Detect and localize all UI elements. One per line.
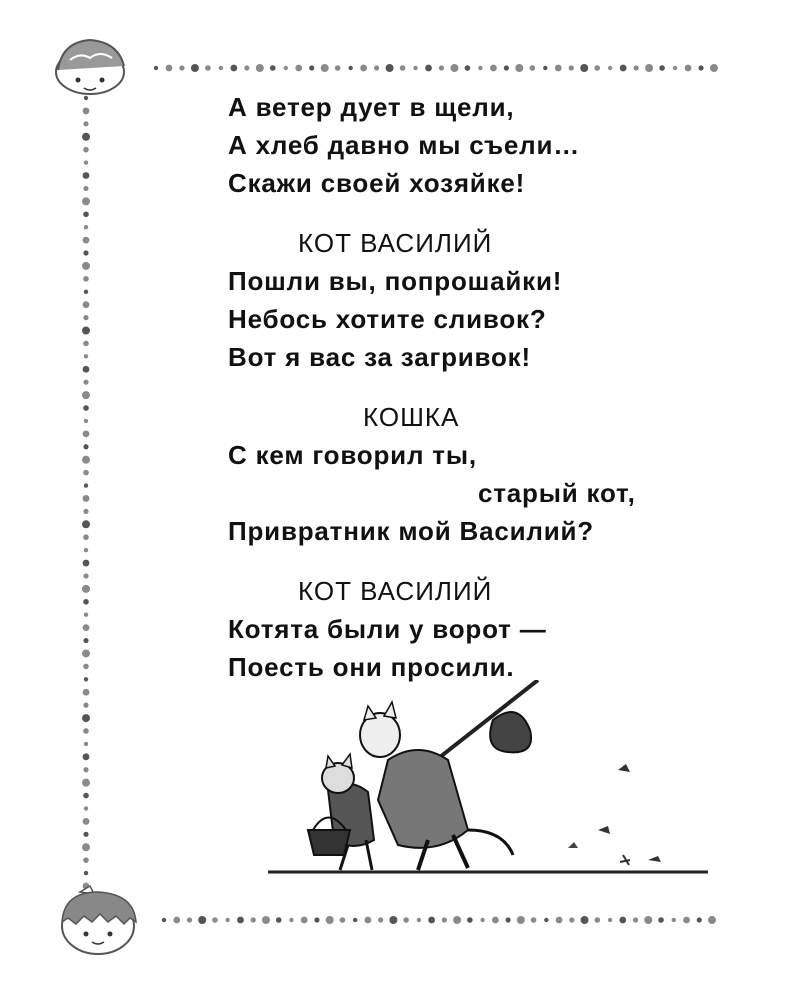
border-dot: [83, 380, 88, 385]
border-dot: [82, 585, 90, 593]
border-dot: [83, 172, 90, 179]
border-dot: [82, 714, 90, 722]
border-dot: [309, 65, 314, 70]
border-dot: [83, 638, 88, 643]
border-dot: [374, 65, 379, 70]
border-dot: [84, 677, 88, 681]
border-dot: [83, 186, 88, 191]
border-dot: [154, 66, 158, 70]
border-dot: [84, 613, 88, 617]
top-dotted-border: [150, 58, 720, 78]
border-dot: [326, 916, 334, 924]
border-dot: [467, 917, 473, 923]
border-dot: [697, 917, 702, 922]
poem-line: Поесть они просили.: [228, 652, 515, 682]
border-dot: [83, 703, 88, 708]
border-dot: [569, 65, 574, 70]
border-dot: [608, 918, 612, 922]
border-dot: [301, 917, 308, 924]
border-dot: [83, 301, 90, 308]
border-dot: [439, 65, 444, 70]
border-dot: [276, 917, 282, 923]
border-dot: [321, 64, 329, 72]
border-dot: [82, 262, 90, 270]
border-dot: [84, 225, 88, 229]
border-dot: [191, 64, 199, 72]
border-dot: [83, 599, 89, 605]
border-dot: [84, 483, 88, 487]
poem-line: Привратник мой Василий?: [228, 516, 594, 546]
border-dot: [465, 65, 471, 71]
border-dot: [187, 917, 192, 922]
border-dot: [673, 66, 677, 70]
poem-line: А ветер дует в щели,: [228, 92, 515, 122]
border-dot: [569, 917, 574, 922]
border-dot: [544, 918, 548, 922]
border-dot: [237, 917, 244, 924]
border-dot: [480, 918, 484, 922]
poem-line: Небось хотите сливок?: [228, 304, 547, 334]
border-dot: [82, 133, 90, 141]
border-dot: [386, 64, 394, 72]
border-dot: [83, 430, 90, 437]
border-dot: [83, 237, 90, 244]
border-dot: [295, 65, 302, 72]
border-dot: [453, 916, 461, 924]
poem-line: Котята были у ворот —: [228, 614, 547, 644]
border-dot: [166, 65, 173, 72]
poem-line: Скажи своей хозяйке!: [228, 168, 526, 198]
border-dot: [314, 917, 319, 922]
border-dot: [82, 327, 90, 335]
border-dot: [83, 534, 89, 540]
left-dotted-border: [76, 92, 96, 892]
border-dot: [226, 918, 230, 922]
border-dot: [515, 64, 523, 72]
speaker-name: КОШКА: [363, 402, 460, 432]
border-dot: [230, 65, 237, 72]
border-dot: [580, 64, 588, 72]
border-dot: [83, 495, 90, 502]
border-dot: [608, 66, 612, 70]
border-dot: [83, 753, 90, 760]
poem-line: Пошли вы, попрошайки!: [228, 266, 563, 296]
border-dot: [360, 65, 367, 72]
border-dot: [83, 664, 89, 670]
border-dot: [82, 843, 90, 851]
border-dot: [348, 66, 352, 70]
border-dot: [556, 917, 563, 924]
border-dot: [335, 65, 341, 71]
border-dot: [83, 341, 89, 347]
border-dot: [672, 918, 676, 922]
border-dot: [83, 728, 89, 734]
border-dot: [83, 560, 90, 567]
border-dot: [82, 197, 90, 205]
border-dot: [658, 917, 664, 923]
border-dot: [83, 818, 90, 825]
border-dot: [219, 66, 223, 70]
border-dot: [425, 65, 432, 72]
border-dot: [710, 64, 718, 72]
border-dot: [82, 391, 90, 399]
border-dot: [633, 917, 638, 922]
border-dot: [262, 916, 270, 924]
border-dot: [212, 917, 218, 923]
border-dot: [619, 917, 626, 924]
border-dot: [83, 857, 89, 863]
border-dot: [82, 779, 90, 787]
border-dot: [708, 916, 716, 924]
border-dot: [581, 916, 589, 924]
poem-line: Вот я вас за загривок!: [228, 342, 531, 372]
border-dot: [555, 65, 562, 72]
border-dot: [83, 624, 90, 631]
border-dot: [403, 917, 409, 923]
border-dot: [442, 917, 447, 922]
border-dot: [83, 470, 89, 476]
border-dot: [83, 689, 90, 696]
border-dot: [478, 66, 482, 70]
border-dot: [490, 65, 497, 72]
poem-line: А хлеб давно мы съели…: [228, 130, 581, 160]
border-dot: [683, 917, 690, 924]
border-dot: [83, 108, 90, 115]
speaker-name: КОТ ВАСИЛИЙ: [298, 228, 493, 258]
border-dot: [256, 64, 264, 72]
border-dot: [83, 276, 89, 282]
border-dot: [83, 366, 90, 373]
border-dot: [594, 65, 600, 71]
border-dot: [417, 918, 421, 922]
poem-text: [228, 88, 708, 686]
border-dot: [685, 65, 692, 72]
border-dot: [270, 65, 276, 71]
border-dot: [543, 66, 547, 70]
border-dot: [84, 160, 88, 164]
speaker-name: КОТ ВАСИЛИЙ: [298, 576, 493, 606]
border-dot: [645, 64, 653, 72]
border-dot: [340, 917, 346, 923]
border-dot: [659, 65, 665, 71]
cats-with-bundle-illustration: [268, 680, 708, 880]
border-dot: [83, 573, 88, 578]
border-dot: [198, 916, 206, 924]
border-dot: [698, 65, 703, 70]
border-dot: [84, 290, 88, 294]
border-dot: [504, 65, 509, 70]
poem-line: С кем говорил ты,: [228, 440, 477, 470]
border-dot: [82, 520, 90, 528]
border-dot: [84, 806, 88, 810]
border-dot: [84, 419, 88, 423]
border-dot: [82, 649, 90, 657]
border-dot: [378, 917, 383, 922]
border-dot: [83, 121, 88, 126]
border-dot: [84, 548, 88, 552]
border-dot: [244, 65, 249, 70]
border-dot: [492, 917, 499, 924]
girl-face-bottom-corner-icon: [50, 870, 150, 960]
border-dot: [251, 917, 256, 922]
poem-line: старый кот,: [478, 478, 636, 508]
border-dot: [205, 65, 211, 71]
border-dot: [428, 917, 435, 924]
border-dot: [84, 354, 88, 358]
border-dot: [413, 66, 417, 70]
border-dot: [83, 250, 88, 255]
border-dot: [83, 147, 89, 153]
border-dot: [83, 405, 89, 411]
border-dot: [179, 65, 184, 70]
border-dot: [83, 793, 89, 799]
border-dot: [83, 444, 88, 449]
border-dot: [289, 918, 293, 922]
border-dot: [450, 64, 458, 72]
border-dot: [400, 65, 406, 71]
border-dot: [162, 918, 166, 922]
border-dot: [531, 917, 537, 923]
border-dot: [530, 65, 536, 71]
border-dot: [83, 767, 88, 772]
border-dot: [365, 917, 372, 924]
border-dot: [505, 917, 510, 922]
border-dot: [83, 315, 88, 320]
border-dot: [83, 211, 89, 217]
border-dot: [595, 917, 601, 923]
border-dot: [83, 509, 88, 514]
border-dot: [173, 917, 180, 924]
border-dot: [82, 456, 90, 464]
border-dot: [84, 96, 88, 100]
border-dot: [353, 918, 357, 922]
bottom-dotted-border: [158, 910, 718, 930]
border-dot: [284, 66, 288, 70]
border-dot: [517, 916, 525, 924]
border-dot: [83, 832, 88, 837]
border-dot: [84, 742, 88, 746]
border-dot: [620, 65, 627, 72]
border-dot: [389, 916, 397, 924]
border-dot: [634, 65, 639, 70]
border-dot: [644, 916, 652, 924]
